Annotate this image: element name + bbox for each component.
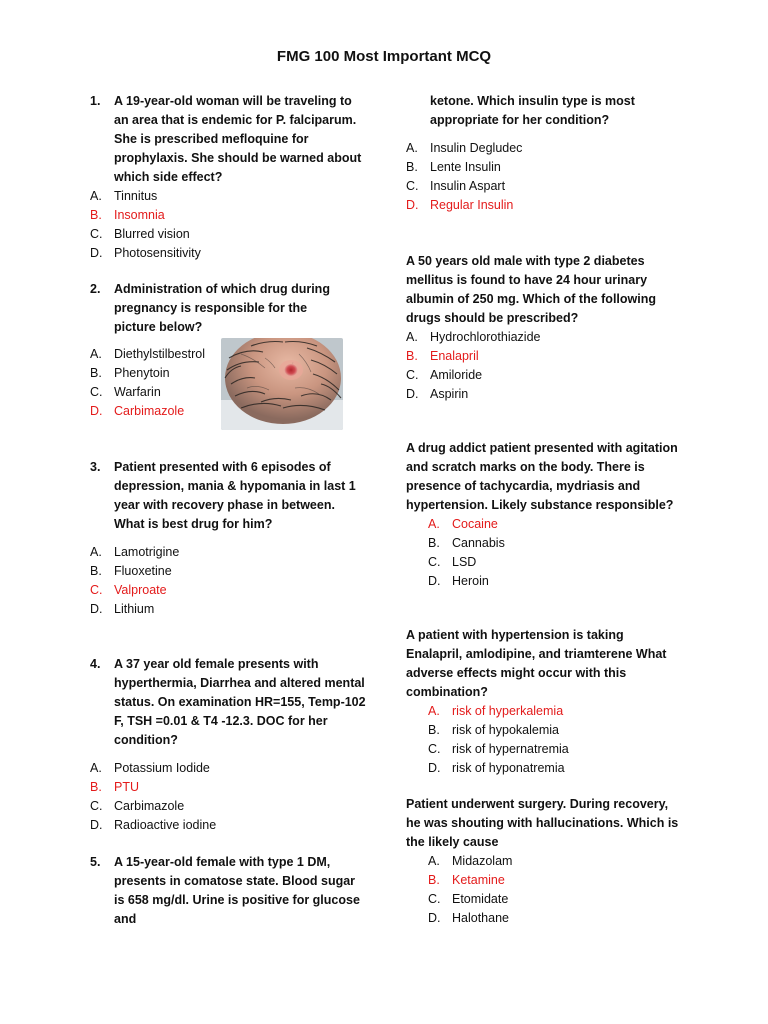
option-b[interactable]: B. risk of hypokalemia bbox=[428, 723, 559, 737]
option-d[interactable]: D. Regular Insulin bbox=[406, 198, 514, 212]
option-b[interactable]: B. Fluoxetine bbox=[90, 564, 172, 578]
option-d[interactable]: D. Halothane bbox=[428, 911, 509, 925]
question-text: A 15-year-old female with type 1 DM, presents in comatose state. Blood sugar is 658 mg/dl. Urine is positive for glucose and bbox=[114, 855, 360, 926]
option-c[interactable]: C. risk of hypernatremia bbox=[428, 742, 569, 756]
option-a[interactable]: A. Potassium Iodide bbox=[90, 761, 210, 775]
question-number: 2. bbox=[90, 282, 101, 296]
question-number: 5. bbox=[90, 855, 101, 869]
question-text: Administration of which drug during pregnancy is responsible for the picture below? bbox=[114, 282, 330, 334]
option-list bbox=[406, 702, 682, 778]
question-5 bbox=[90, 853, 366, 929]
question-number: 3. bbox=[90, 460, 101, 474]
question-6 bbox=[406, 252, 664, 404]
question-stem bbox=[90, 853, 366, 929]
option-b[interactable]: B. Enalapril bbox=[406, 349, 479, 363]
option-list bbox=[406, 328, 664, 404]
option-d[interactable]: D. Aspirin bbox=[406, 387, 469, 401]
option-c[interactable]: C. Amiloride bbox=[406, 368, 483, 382]
question-stem bbox=[406, 626, 682, 702]
option-list bbox=[406, 139, 682, 215]
question-text: A 19-year-old woman will be traveling to an area that is endemic for P. falciparum. She is prescribed mefloquine for prophylaxis. She should be warned about which side effect? bbox=[114, 94, 362, 184]
option-a[interactable]: A. Insulin Degludec bbox=[406, 141, 523, 155]
option-d[interactable]: D. Heroin bbox=[428, 574, 489, 588]
question-text: ketone. Which insulin type is most appropriate for her condition? bbox=[430, 94, 635, 127]
question-9 bbox=[406, 795, 682, 928]
option-a[interactable]: A. Tinnitus bbox=[90, 189, 158, 203]
option-a[interactable]: A. Cocaine bbox=[428, 517, 498, 531]
question-stem bbox=[90, 458, 366, 534]
option-a[interactable]: A. risk of hyperkalemia bbox=[428, 704, 564, 718]
option-list bbox=[90, 543, 366, 619]
question-stem bbox=[406, 252, 664, 328]
question-stem bbox=[406, 92, 682, 130]
page-title: FMG 100 Most Important MCQ bbox=[276, 48, 492, 65]
option-d[interactable]: D. Lithium bbox=[90, 602, 155, 616]
option-d[interactable]: D. Radioactive iodine bbox=[90, 818, 217, 832]
scalp-lesion-photo bbox=[221, 338, 343, 430]
option-a[interactable]: A. Diethylstilbestrol bbox=[90, 347, 206, 361]
option-c[interactable]: C. Insulin Aspart bbox=[406, 179, 506, 193]
option-c[interactable]: C. Etomidate bbox=[428, 892, 509, 906]
option-d[interactable]: D. Photosensitivity bbox=[90, 246, 201, 260]
option-b[interactable]: B. Lente Insulin bbox=[406, 160, 501, 174]
option-c[interactable]: C. LSD bbox=[428, 555, 477, 569]
option-d[interactable]: D. risk of hyponatremia bbox=[428, 761, 565, 775]
question-5-continued bbox=[406, 92, 682, 215]
question-number: 4. bbox=[90, 657, 101, 671]
question-stem bbox=[90, 92, 366, 187]
option-list bbox=[90, 187, 366, 263]
option-list bbox=[90, 759, 366, 835]
option-a[interactable]: A. Midazolam bbox=[428, 854, 513, 868]
question-stem bbox=[406, 439, 682, 515]
question-text: Patient presented with 6 episodes of depression, mania & hypomania in last 1 year with recovery phase in between. What is best drug for him? bbox=[114, 460, 356, 531]
question-4 bbox=[90, 655, 366, 835]
question-stem bbox=[90, 655, 366, 750]
option-c[interactable]: C. Carbimazole bbox=[90, 799, 185, 813]
question-3 bbox=[90, 458, 366, 619]
question-number: 1. bbox=[90, 94, 101, 108]
question-text: Patient underwent surgery. During recovery, he was shouting with hallucinations. Which is the likely cause bbox=[406, 797, 679, 849]
question-7 bbox=[406, 439, 682, 591]
option-c[interactable]: C. Blurred vision bbox=[90, 227, 190, 241]
option-b[interactable]: B. PTU bbox=[90, 780, 139, 794]
question-text: A drug addict patient presented with agitation and scratch marks on the body. There is presence of tachycardia, mydriasis and hypertension. Likely substance responsible? bbox=[406, 441, 678, 512]
option-b[interactable]: B. Phenytoin bbox=[90, 366, 170, 380]
question-stem bbox=[90, 280, 366, 337]
scalp-image bbox=[221, 338, 343, 430]
question-8 bbox=[406, 626, 682, 778]
question-1 bbox=[90, 92, 366, 263]
option-c[interactable]: C. Warfarin bbox=[90, 385, 161, 399]
option-list bbox=[406, 852, 682, 928]
question-text: A 50 years old male with type 2 diabetes mellitus is found to have 24 hour urinary albumin of 250 mg. Which of the following drugs should be prescribed? bbox=[406, 254, 656, 325]
question-stem bbox=[406, 795, 682, 852]
option-a[interactable]: A. Lamotrigine bbox=[90, 545, 180, 559]
question-text: A patient with hypertension is taking Enalapril, amlodipine, and triamterene What adverse effects might occur with this combination? bbox=[406, 628, 667, 699]
option-b[interactable]: B. Ketamine bbox=[428, 873, 505, 887]
question-text: A 37 year old female presents with hyperthermia, Diarrhea and altered mental status. On examination HR=155, Temp-102 F, TSH =0.01 & T4 -12.3. DOC for her condition? bbox=[114, 657, 366, 747]
option-d[interactable]: D. Carbimazole bbox=[90, 404, 185, 418]
option-a[interactable]: A. Hydrochlorothiazide bbox=[406, 330, 541, 344]
option-c[interactable]: C. Valproate bbox=[90, 583, 167, 597]
option-b[interactable]: B. Cannabis bbox=[428, 536, 505, 550]
option-list bbox=[406, 515, 682, 591]
option-b[interactable]: B. Insomnia bbox=[90, 208, 165, 222]
